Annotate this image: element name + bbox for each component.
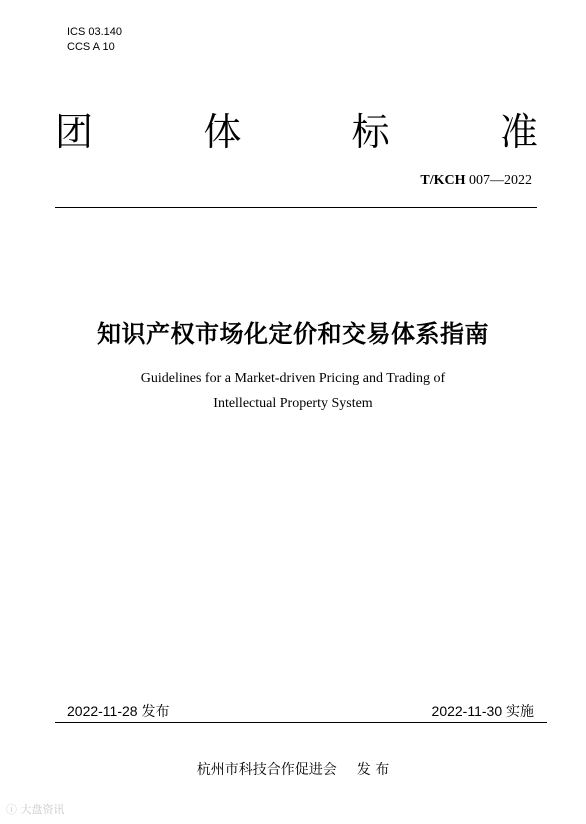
classification-codes [67, 25, 122, 55]
standard-number [420, 172, 532, 190]
document-type-title [55, 110, 538, 154]
chinese-title: 知识产权市场化定价和交易体系指南 [97, 320, 489, 348]
title-char-3: 标 [351, 110, 390, 154]
standard-suffix: 007—2022 [465, 173, 532, 188]
publisher-org: 杭州市科技合作促进会 [196, 762, 337, 778]
publisher-action: 发 布 [356, 762, 390, 778]
watermark-logo: ⓘ 大盘资讯 [6, 803, 65, 816]
english-title-line-2: Intellectual Property System [213, 396, 373, 411]
publisher-line [0, 761, 586, 779]
issue-date: 2022-11-28 发布 [67, 703, 170, 719]
bottom-divider [55, 722, 547, 723]
top-divider [55, 207, 537, 208]
title-char-1: 团 [55, 110, 94, 154]
ccs-code: CCS A 10 [67, 41, 115, 53]
ics-code: ICS 03.140 [67, 26, 123, 38]
effective-date: 2022-11-30 实施 [431, 703, 534, 719]
title-char-2: 体 [203, 110, 242, 154]
standard-prefix: T/KCH [420, 173, 466, 188]
title-char-4: 准 [499, 110, 538, 154]
english-title-line-1: Guidelines for a Market-driven Pricing and Trading of [140, 371, 446, 386]
